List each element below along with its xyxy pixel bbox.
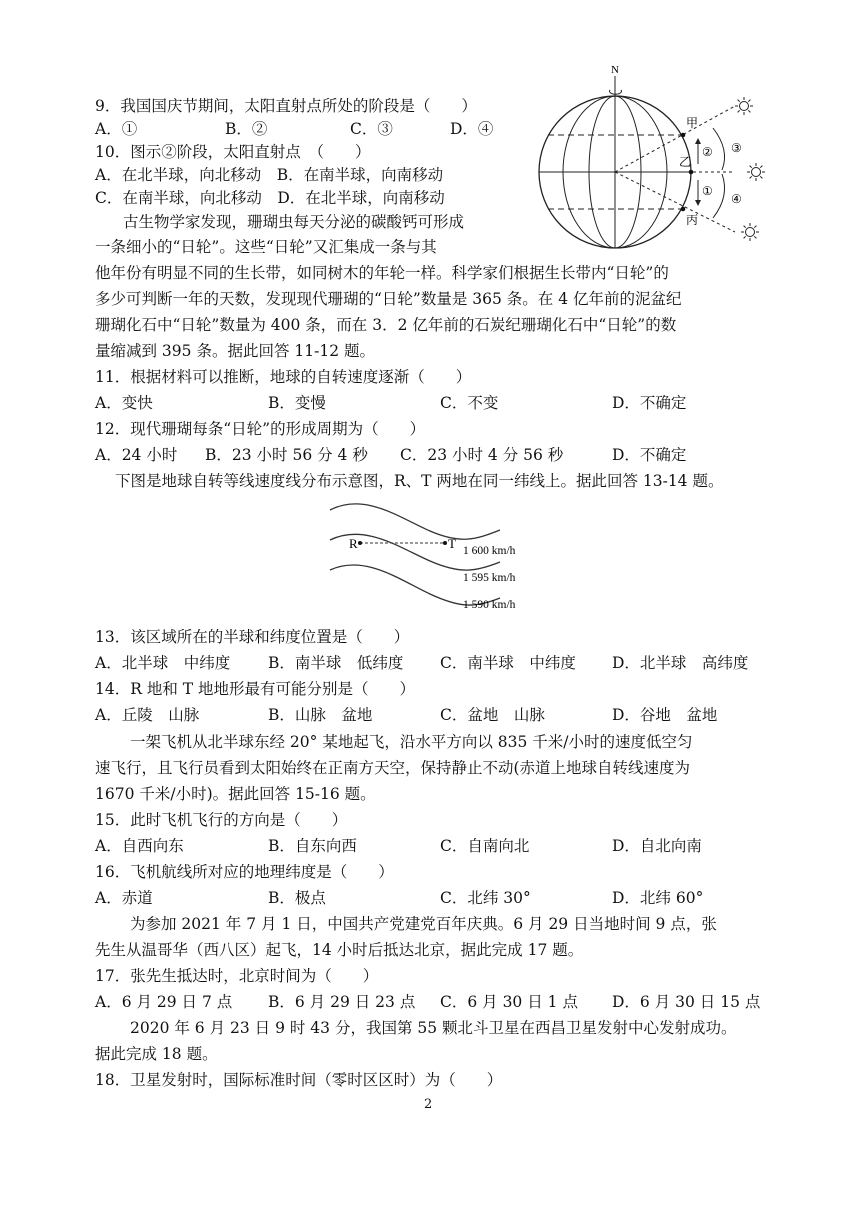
question-16-option-d: D．北纬 60°	[612, 889, 704, 907]
question-16-option-b: B．极点	[268, 889, 326, 907]
question-14-option-c: C．盆地 山脉	[440, 706, 545, 724]
point-r	[358, 541, 362, 545]
question-15-option-d: D．自北向南	[612, 837, 702, 855]
question-17-option-c: C．6 月 30 日 1 点	[440, 993, 578, 1011]
question-15-option-b: B．自东向西	[268, 837, 357, 855]
plane-passage-line-1: 一架飞机从北半球东经 20° 某地起飞，沿水平方向以 835 千米/小时的速度低空匀	[130, 733, 693, 751]
question-15-stem: 15．此时飞机飞行的方向是（ ）	[95, 811, 348, 829]
label-jia: 甲	[686, 116, 699, 130]
satellite-passage-line-2: 据此完成 18 题。	[95, 1045, 218, 1063]
globe-figure	[530, 60, 770, 250]
stage-1-label: ①	[702, 184, 713, 198]
point-t	[443, 541, 447, 545]
question-9-option-d: D．④	[450, 120, 494, 138]
stage-1-arrowhead	[695, 200, 701, 206]
stage-4-label: ④	[731, 192, 742, 206]
question-17-stem: 17．张先生抵达时，北京时间为（ ）	[95, 967, 379, 985]
point-jia	[681, 133, 686, 138]
question-11-stem: 11．根据材料可以推断，地球的自转速度逐渐（ ）	[95, 368, 472, 386]
stage-3-label: ③	[731, 141, 742, 155]
question-14-option-d: D．谷地 盆地	[612, 706, 718, 724]
question-9-stem: 9．我国国庆节期间，太阳直射点所处的阶段是（ ）	[95, 97, 477, 115]
question-11-option-d: D．不确定	[612, 394, 687, 412]
label-r: R	[349, 536, 358, 551]
coral-passage-line-5: 珊瑚化石中“日轮”数量为 400 条，而在 3．2 亿年前的石炭纪珊瑚化石中“日轮”的数	[95, 316, 677, 334]
stage-2-arrowhead	[695, 138, 701, 144]
question-16-option-a: A．赤道	[95, 889, 153, 907]
coral-passage-line-4: 多少可判断一年的天数，发现现代珊瑚的“日轮”数量是 365 条。在 4 亿年前的泥盆纪	[95, 290, 682, 308]
question-9-option-a: A．①	[95, 120, 138, 138]
coral-passage-line-1: 古生物学家发现，珊瑚虫每天分泌的碳酸钙可形成	[123, 213, 465, 231]
label-1595: 1 595 km/h	[463, 572, 516, 584]
point-yi	[689, 170, 694, 175]
question-12-option-c: C．23 小时 4 分 56 秒	[400, 446, 564, 464]
question-11-option-c: C．不变	[440, 394, 499, 412]
plane-passage-line-2: 速飞行，且飞行员看到太阳始终在正南方天空，保持静止不动(赤道上地球自转线速度为	[95, 759, 691, 777]
sun-icon-north	[735, 97, 753, 115]
rt-intro: 下图是地球自转等线速度线分布示意图，R、T 两地在同一纬线上。据此回答 13-14 题。	[115, 472, 724, 490]
question-14-option-a: A．丘陵 山脉	[95, 706, 200, 724]
question-10-options-ab: A．在北半球，向北移动 B．在南半球，向南移动	[95, 166, 444, 184]
north-label: N	[611, 64, 619, 76]
question-12-option-b: B．23 小时 56 分 4 秒	[205, 446, 368, 464]
question-9-option-c: C．③	[350, 120, 393, 138]
question-10-options-cd: C．在南半球，向北移动 D．在北半球，向南移动	[95, 189, 445, 207]
question-14-stem: 14．R 地和 T 地地形最有可能分别是（ ）	[95, 680, 416, 698]
question-13-option-b: B．南半球 低纬度	[268, 654, 404, 672]
point-bing	[681, 207, 686, 212]
question-16-stem: 16．飞机航线所对应的地理纬度是（ ）	[95, 863, 394, 881]
question-11-option-b: B．变慢	[268, 394, 326, 412]
question-15-option-c: C．自南向北	[440, 837, 530, 855]
question-13-option-d: D．北半球 高纬度	[612, 654, 749, 672]
question-13-option-c: C．南半球 中纬度	[440, 654, 576, 672]
coral-passage-line-2: 一条细小的“日轮”。这些“日轮”又汇集成一条与其	[95, 238, 437, 256]
question-13-stem: 13．该区域所在的半球和纬度位置是（ ）	[95, 628, 410, 646]
label-1600: 1 600 km/h	[463, 545, 516, 557]
question-17-option-d: D．6 月 30 日 15 点	[612, 993, 761, 1011]
sun-icon-south	[741, 223, 759, 241]
question-17-option-a: A．6 月 29 日 7 点	[95, 993, 233, 1011]
question-12-option-d: D．不确定	[612, 446, 687, 464]
sun-ray-south	[615, 172, 735, 232]
question-14-option-b: B．山脉 盆地	[268, 706, 373, 724]
label-yi: 乙	[679, 155, 692, 169]
question-9-option-b: B．②	[225, 120, 268, 138]
question-18-stem: 18．卫星发射时，国际标准时间（零时区区时）为（ ）	[95, 1071, 503, 1089]
question-12-option-a: A．24 小时	[95, 446, 178, 464]
label-bing: 丙	[686, 213, 699, 227]
question-15-option-a: A．自西向东	[95, 837, 184, 855]
question-16-option-c: C．北纬 30°	[440, 889, 531, 907]
trip-passage-line-2: 先生从温哥华（西八区）起飞，14 小时后抵达北京，据此完成 17 题。	[95, 941, 584, 959]
label-1590: 1 590 km/h	[463, 599, 516, 611]
label-t: T	[448, 536, 456, 551]
coral-passage-line-3: 他年份有明显不同的生长带，如同树木的年轮一样。科学家们根据生长带内“日轮”的	[95, 264, 669, 282]
trip-passage-line-1: 为参加 2021 年 7 月 1 日，中国共产党建党百年庆典。6 月 29 日当地时间 9 点，张	[130, 915, 717, 933]
question-17-option-b: B．6 月 29 日 23 点	[268, 993, 416, 1011]
stage-4-arrow	[713, 174, 725, 218]
sun-icon-equator	[747, 163, 765, 181]
question-10-stem: 10．图示②阶段，太阳直射点 （ ）	[95, 143, 371, 161]
stage-2-label: ②	[702, 145, 713, 159]
satellite-passage-line-1: 2020 年 6 月 23 日 9 时 43 分，我国第 55 颗北斗卫星在西昌卫星发射中心发射成功。	[130, 1019, 737, 1037]
question-12-stem: 12．现代珊瑚每条“日轮”的形成周期为（ ）	[95, 420, 426, 438]
page-number: 2	[424, 1097, 433, 1112]
isoline-figure	[325, 498, 540, 620]
question-13-option-a: A．北半球 中纬度	[95, 654, 231, 672]
question-11-option-a: A．变快	[95, 394, 153, 412]
coral-passage-line-6: 量缩减到 395 条。据此回答 11-12 题。	[95, 342, 375, 360]
plane-passage-line-3: 1670 千米/小时)。据此回答 15-16 题。	[95, 785, 376, 803]
stage-3-arrow	[713, 128, 725, 170]
